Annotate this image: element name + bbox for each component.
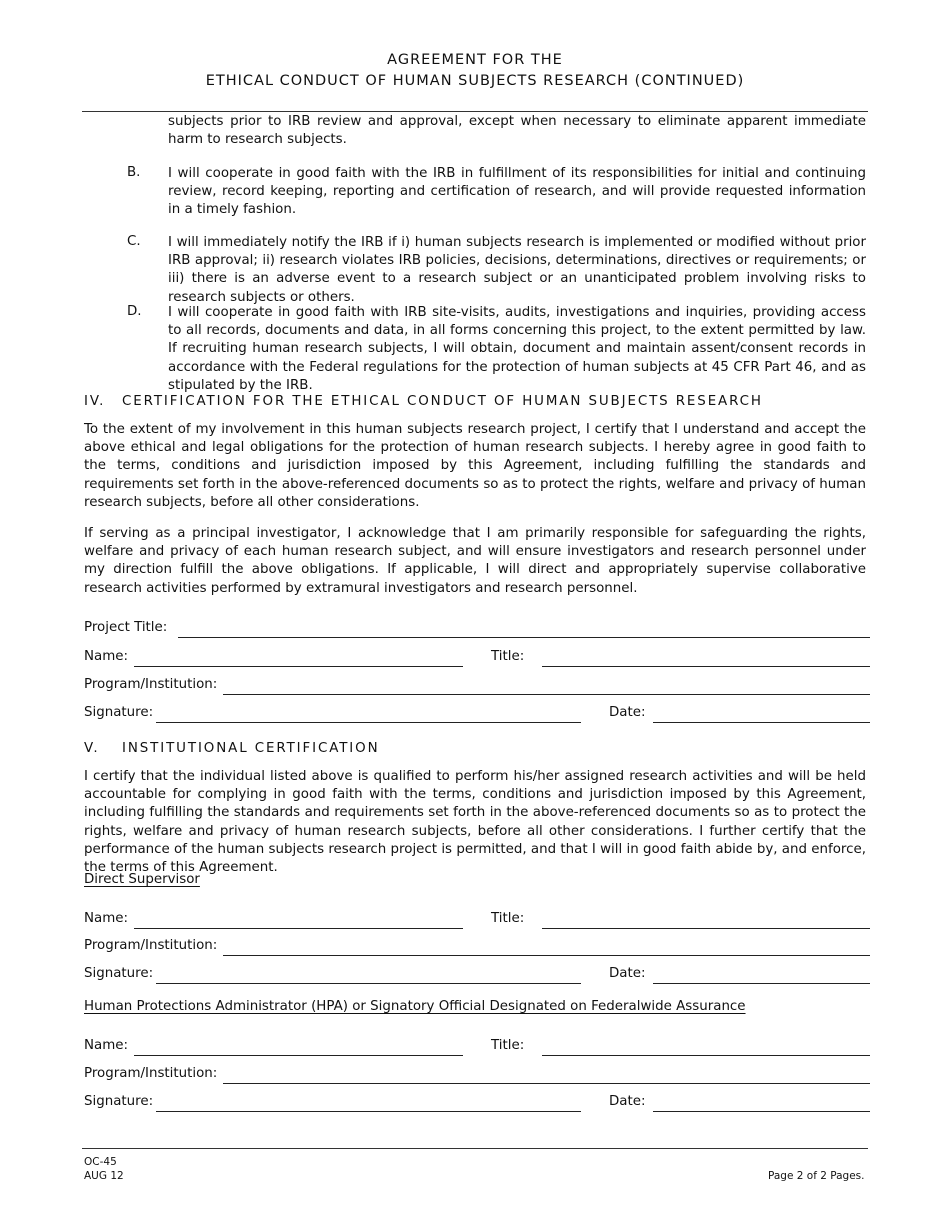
- item-c-text: I will immediately notify the IRB if i) human subjects research is implemented or modified without prior IRB approval; ii) research violates IRB policies, decisions, determinations, directives or requirements; or iii) there is an adverse event to a research subject or an unanticipated problem involving risks to research subjects or others.: [168, 235, 866, 305]
- hpa-title-field[interactable]: [542, 1055, 870, 1056]
- signature-label: Signature:: [84, 705, 154, 720]
- supervisor-program-field[interactable]: [223, 955, 870, 956]
- item-d-text: I will cooperate in good faith with IRB site-visits, audits, investigations and inquiries, providing access to all records, documents and data, in all forms concerning this project, to the extent permitted by law. If recruiting human research subjects, I will obtain, document and maintain assent/consent records in accordance with the Federal regulations for the protection of human subjects at 45 CFR Part 46, and as stipulated by the IRB.: [168, 305, 866, 393]
- section-5-number: V.: [84, 741, 100, 756]
- section-4-number: IV.: [84, 394, 106, 409]
- hpa-title-label: Title:: [491, 1038, 525, 1053]
- form-id: OC-45: [84, 1156, 117, 1168]
- item-a-continuation: subjects prior to IRB review and approval, except when necessary to eliminate apparent immediate harm to research subjects.: [168, 114, 866, 148]
- document-title-line1: AGREEMENT FOR THE: [387, 52, 563, 68]
- item-d-letter: D.: [127, 304, 142, 319]
- supervisor-signature-field[interactable]: [156, 983, 581, 984]
- hpa-date-field[interactable]: [653, 1111, 870, 1112]
- project-title-label: Project Title:: [84, 620, 168, 635]
- section-5-heading: [84, 741, 380, 756]
- item-c-letter: C.: [127, 234, 141, 249]
- section-4-paragraph-1: To the extent of my involvement in this human subjects research project, I certify that I understand and accept the above ethical and legal obligations for the protection of human research subjects. I hereby agree in good faith to the terms, conditions and jurisdiction imposed by this Agreement, including fulfilling the standards and requirements set forth in the above-referenced documents so as to protect the rights, welfare and privacy of human research subjects, before all other considerations.: [84, 422, 866, 510]
- section-4-heading: [84, 394, 763, 409]
- item-b-letter: B.: [127, 165, 141, 180]
- hpa-date-label: Date:: [609, 1094, 646, 1109]
- supervisor-signature-label: Signature:: [84, 966, 154, 981]
- supervisor-title-field[interactable]: [542, 928, 870, 929]
- supervisor-date-field[interactable]: [653, 983, 870, 984]
- item-b-text: I will cooperate in good faith with the IRB in fulfillment of its responsibilities for initial and continuing review, record keeping, reporting and certification of research, and will provide requested information in a timely fashion.: [168, 166, 866, 218]
- date-field[interactable]: [653, 722, 870, 723]
- supervisor-date-label: Date:: [609, 966, 646, 981]
- section-4-paragraph-2: If serving as a principal investigator, I acknowledge that I am primarily responsible for safeguarding the rights, welfare and privacy of each human research subject, and will ensure investigators and research personnel under my direction fulfill the above obligations. If applicable, I will direct and appropriately supervise collaborative research activities performed by extramural investigators and research personnel.: [84, 526, 866, 596]
- footer-divider: [82, 1148, 868, 1149]
- section-4-title: CERTIFICATION FOR THE ETHICAL CONDUCT OF HUMAN SUBJECTS RESEARCH: [122, 394, 763, 409]
- page-number: Page 2 of 2 Pages.: [768, 1170, 865, 1182]
- hpa-program-label: Program/Institution:: [84, 1066, 218, 1081]
- program-institution-label: Program/Institution:: [84, 677, 218, 692]
- form-date: AUG 12: [84, 1170, 124, 1182]
- hpa-signature-label: Signature:: [84, 1094, 154, 1109]
- supervisor-name-label: Name:: [84, 911, 129, 926]
- section-5-paragraph: I certify that the individual listed above is qualified to perform his/her assigned research activities and will be held accountable for complying in good faith with the terms, conditions and jurisdiction imposed by this Agreement, including fulfilling the standards and requirements set forth in the above-referenced documents so as to protect the rights, welfare and privacy of human research subjects, before all other considerations. I further certify that the performance of the human subjects research project is permitted, and that I will in good faith abide by, and enforce, the terms of this Agreement.: [84, 769, 866, 876]
- hpa-name-field[interactable]: [134, 1055, 463, 1056]
- title-label: Title:: [491, 649, 525, 664]
- supervisor-name-field[interactable]: [134, 928, 463, 929]
- project-title-field[interactable]: [178, 637, 870, 638]
- hpa-signature-field[interactable]: [156, 1111, 581, 1112]
- date-label: Date:: [609, 705, 646, 720]
- direct-supervisor-heading: Direct Supervisor: [84, 872, 200, 887]
- supervisor-program-label: Program/Institution:: [84, 938, 218, 953]
- name-label: Name:: [84, 649, 129, 664]
- supervisor-title-label: Title:: [491, 911, 525, 926]
- hpa-heading: Human Protections Administrator (HPA) or Signatory Official Designated on Federalwide Assurance: [84, 999, 746, 1014]
- signature-field[interactable]: [156, 722, 581, 723]
- program-institution-field[interactable]: [223, 694, 870, 695]
- hpa-program-field[interactable]: [223, 1083, 870, 1084]
- name-field[interactable]: [134, 666, 463, 667]
- header-divider: [82, 111, 868, 112]
- section-5-title: INSTITUTIONAL CERTIFICATION: [122, 741, 380, 756]
- document-title-line2: ETHICAL CONDUCT OF HUMAN SUBJECTS RESEARCH (CONTINUED): [205, 73, 745, 89]
- hpa-name-label: Name:: [84, 1038, 129, 1053]
- title-field[interactable]: [542, 666, 870, 667]
